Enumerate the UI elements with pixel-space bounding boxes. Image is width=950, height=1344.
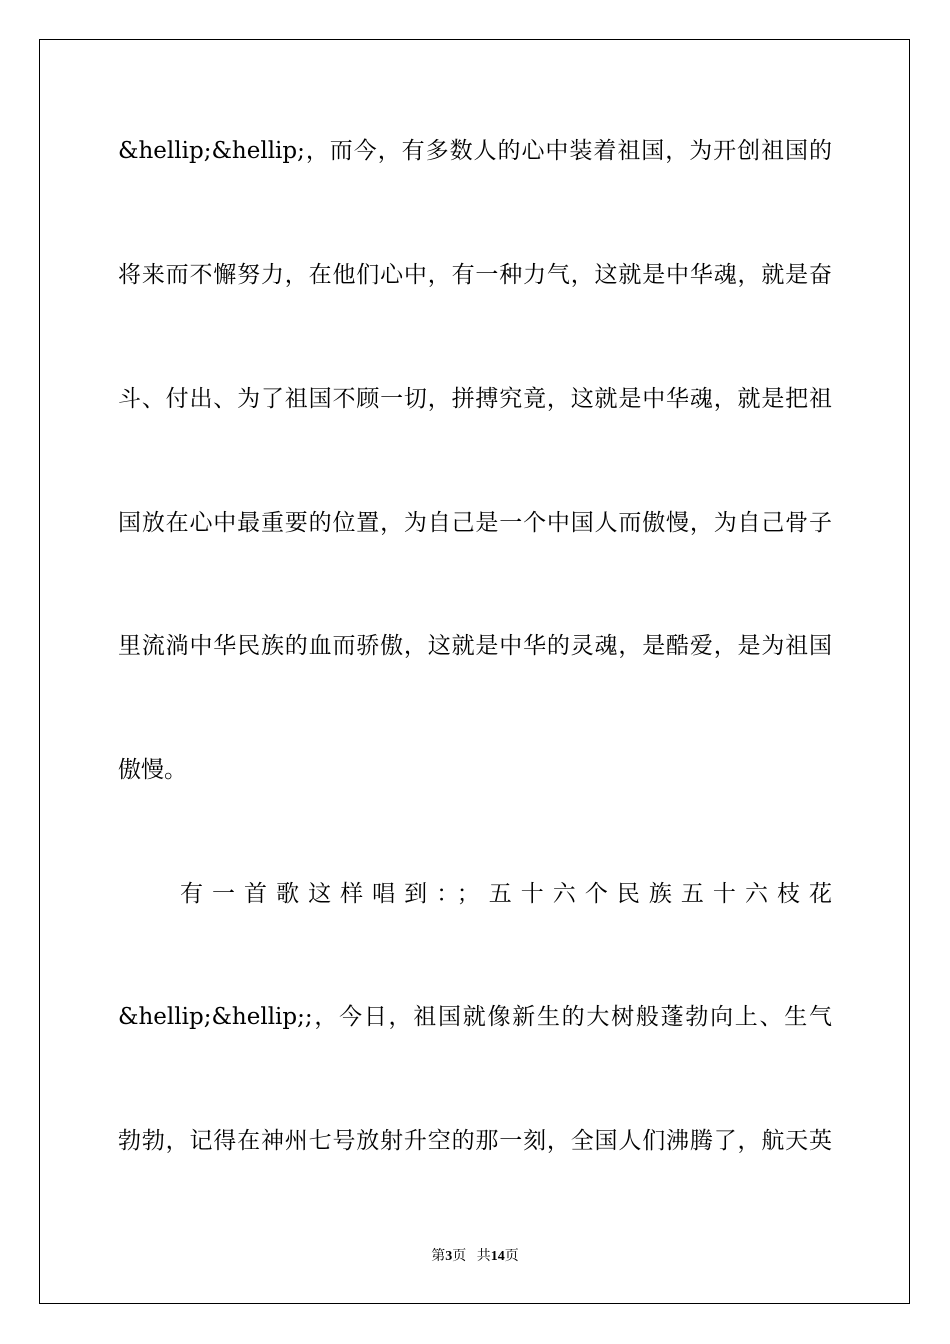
text-line-2: 将来而不懈努力，在他们心中，有一种力气，这就是中华魂，就是奋 — [118, 262, 832, 288]
footer-total-prefix: 共 — [476, 1249, 491, 1264]
footer-total-pages: 14 — [490, 1249, 505, 1264]
text-line-6: 傲慢。 — [118, 757, 187, 783]
footer-total-suffix: 页 — [504, 1249, 519, 1264]
page-border — [39, 39, 910, 1304]
page-footer — [0, 1248, 950, 1266]
footer-page-suffix: 页 — [452, 1249, 467, 1264]
text-line-1: &hellip;&hellip;，而今，有多数人的心中装着祖国，为开创祖国的 — [118, 138, 832, 164]
footer-page-number: 3 — [445, 1249, 453, 1264]
text-line-9: 勃勃，记得在神州七号放射升空的那一刻，全国人们沸腾了，航天英 — [118, 1128, 832, 1154]
text-line-3: 斗、付出、为了祖国不顾一切，拼搏究竟，这就是中华魂，就是把祖 — [118, 386, 832, 412]
text-line-4: 国放在心中最重要的位置，为自己是一个中国人而傲慢，为自己骨子 — [118, 510, 832, 536]
text-line-8: &hellip;&hellip;;，今日，祖国就像新生的大树般蓬勃向上、生气 — [118, 1004, 832, 1030]
text-line-5: 里流淌中华民族的血而骄傲，这就是中华的灵魂，是酷爱，是为祖国 — [118, 633, 832, 659]
footer-page-prefix: 第 — [431, 1249, 446, 1264]
text-line-7-paragraph-start: 有一首歌这样唱到：；五十六个民族五十六枝花 — [180, 881, 832, 907]
